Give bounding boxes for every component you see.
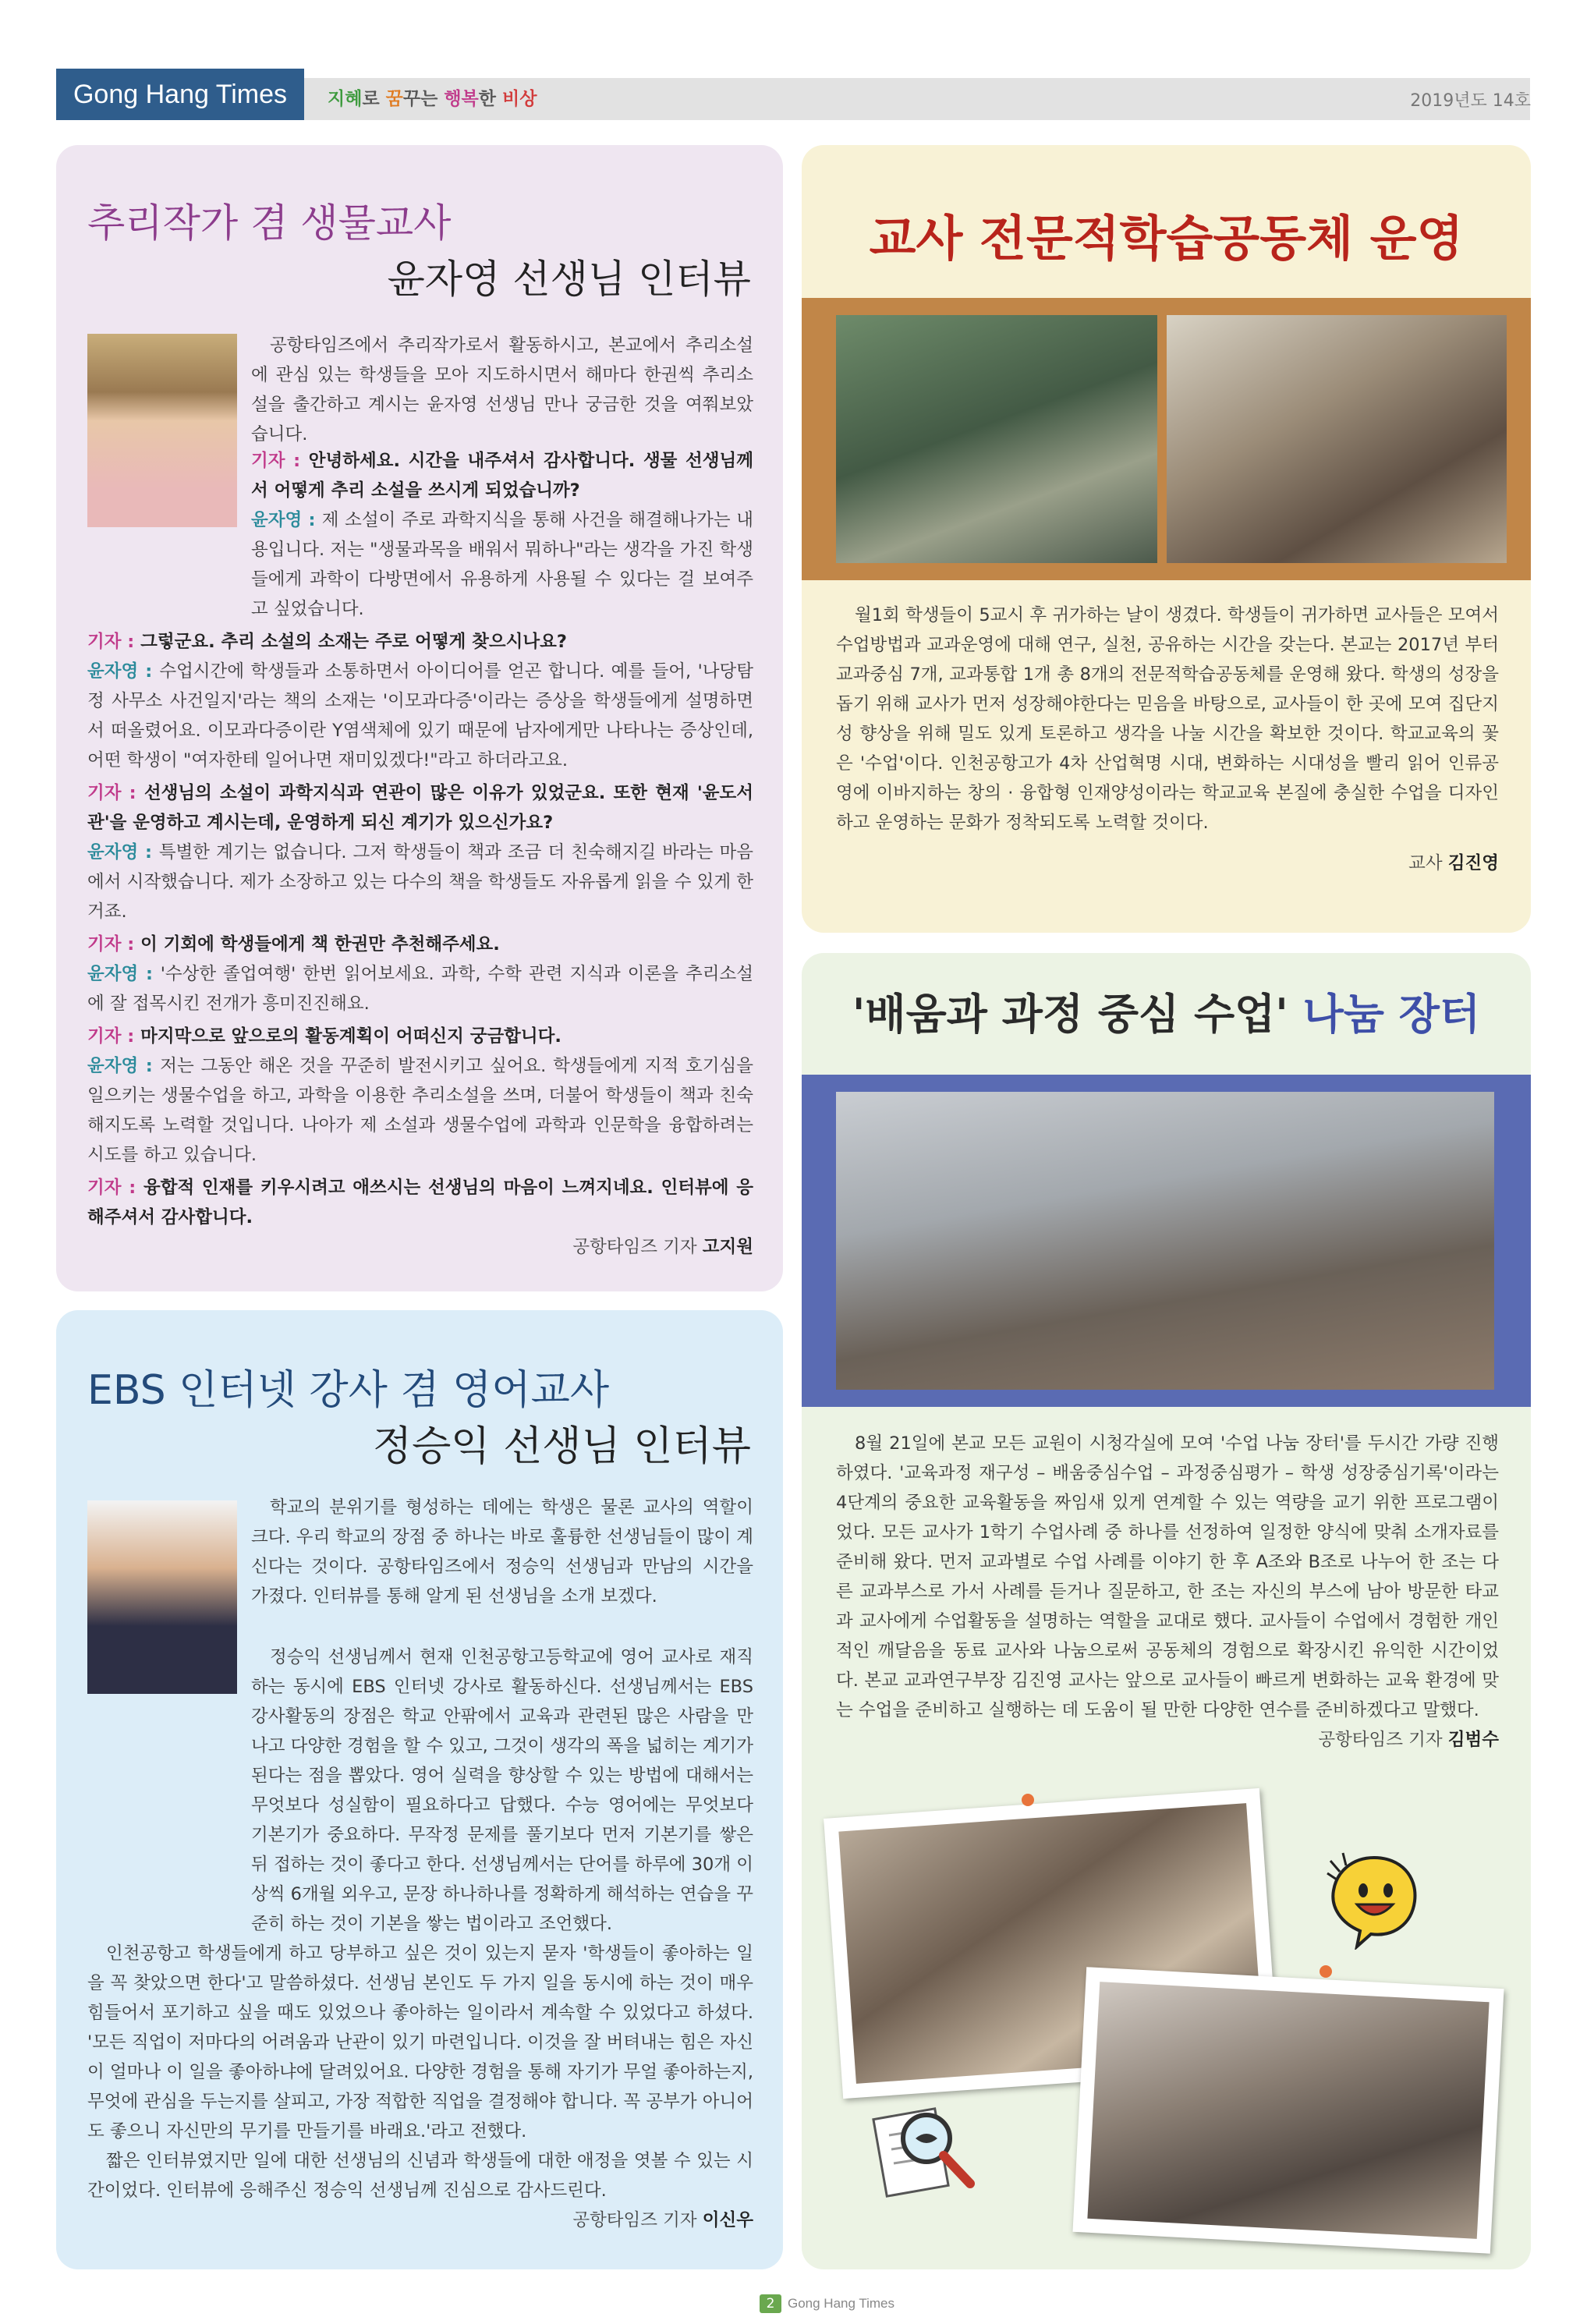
photo-teachers-meeting-1 (836, 315, 1157, 563)
photo-class-sharing-event (836, 1092, 1494, 1390)
article1-byline: 공항타임즈 기자 고지원 (572, 1237, 753, 1257)
article4-body: 8월 21일에 본교 모든 교원이 시청각실에 모여 '수업 나눔 장터'를 두시간 가량 진행하였다. '교육과정 재구성 – 배움중심수업 – 과정중심평가 – 학생 성장중심기록'이라는 4단계의 중요한 교육활동을 짜임새 있게 연계할 수 있는 역량을 교기 위한 프로그램이었다. 모든 교사가 1학기 수업사례 중 하나를 선정하여 일정한 양식에 맞춰 소개자료를 준비해 왔다. 먼저 교과별로 수업 사례를 이야기 한 후 A조와 B조로 나누어 한 조는 다른 교과부스로 가서 사례를 듣거나 질문하고, 한 조는 자신의 부스에 남아 방문한 타교과 교사에게 수업활동을 설명하는 역할을 교대로 했다. 교사들이 수업에서 경험한 개인적인 깨달음을 동료 교사와 나눔으로써 공동체의 경험으로 확장시킨 유익한 시간이었다. 본교 교과연구부장 김진영 교사는 앞으로 교사들이 빠르게 변화하는 교육 환경에 맞는 수업을 준비하고 실행하는 데 도움이 될 만한 다양한 연수를 준비하겠다고 말했다. 공항타임즈 기자 김범수 (836, 1429, 1499, 1755)
article3-body: 월1회 학생들이 5교시 후 귀가하는 날이 생겼다. 학생들이 귀가하면 교사들은 모여서 수업방법과 교과운영에 대해 연구, 실천, 공유하는 시간을 갖는다. 본교는 2017년 부터 교과중심 7개, 교과통합 1개 총 8개의 전문적학습공동체를 운영해 왔다. 학생의 성장을 돕기 위해 교사가 먼저 성장해야한다는 믿음을 바탕으로, 교사들이 한 곳에 모여 집단지성 향상을 위해 밀도 있게 토론하고 생각을 나눌 시간을 확보한 것이다. 학교교육의 꽃은 '수업'이다. 인천공항고가 4차 산업혁명 시대, 변화하는 시대성을 빨리 읽어 인류공영에 이바지하는 창의 · 융합형 인재양성이라는 학교교육 본질에 충실한 수업을 디자인하고 운영하는 문화가 정착되도록 노력할 것이다. 교사 김진영 (836, 600, 1499, 878)
magnifier-document-icon (864, 2090, 981, 2207)
pin-icon (1320, 1965, 1332, 1978)
article3-byline: 교사 김진영 (1408, 853, 1499, 873)
article2-byline: 공항타임즈 기자 이신우 (572, 2210, 753, 2230)
article3-title: 교사 전문적학습공동체 운영 (869, 210, 1464, 267)
photo-teachers-meeting-2 (1167, 315, 1507, 563)
article1-title-line1: 추리작가 겸 생물교사 (87, 200, 452, 246)
article1-title-line2: 윤자영 선생님 인터뷰 (387, 257, 751, 302)
article2-title-line1: EBS 인터넷 강사 겸 영어교사 (87, 1367, 610, 1414)
polaroid-photo-2 (1072, 1967, 1504, 2254)
pin-icon (1022, 1794, 1034, 1806)
article1-intro: 공항타임즈에서 추리작가로서 활동하시고, 본교에서 추리소설에 관심 있는 학생들을 모아 지도하시면서 해마다 한권씩 추리소설을 출간하고 계시는 윤자영 선생님 만나 궁금한 것을 여쭤보았습니다. (251, 335, 753, 445)
article1-qa: 기자 : 안녕하세요. 시간을 내주셔서 감사합니다. 생물 선생님께서 어떻게 추리 소설을 쓰시게 되었습니까? 윤자영 : 제 소설이 주로 과학지식을 통해 사건을 해결해나가는 내용입니다. 저는 "생물과목을 배워서 뭐하나"라는 생각을 가진 학생들에게 과학이 다방면에서 유용하게 사용될 수 있다는 걸 보여주고 싶었습니다. 기자 : 그렇군요. 추리 소설의 소재는 주로 어떻게 찾으시나요? 윤자영 : 수업시간에 학생들과 소통하면서 아이디어를 얻곤 합니다. 예를 들어, '나당탐정 사무소 사건일지'라는 책의 소재는 '이모과다증'이라는 증상을 학생들에게 설명하면서 떠올렸어요. 이모과다증이란 Y염색체에 있기 때문에 남자에게만 나타나는 증상인데, 어떤 학생이 "여자한테 일어나면 재미있겠다!"라고 하더라고요. 기자 : 선생님의 소설이 과학지식과 연관이 많은 이유가 있었군요. 또한 현재 '윤도서관'을 운영하고 계시는데, 운영하게 되신 계기가 있으신가요? 윤자영 : 특별한 계기는 없습니다. 그저 학생들이 책과 조금 더 친숙해지길 바라는 마음에서 시작했습니다. 제가 소장하고 있는 다수의 책을 학생들도 자유롭게 읽을 수 있게 한 거죠. 기자 : 이 기회에 학생들에게 책 한권만 추천해주세요. 윤자영 : '수상한 졸업여행' 한번 읽어보세요. 과학, 수학 관련 지식과 이론을 추리소설에 잘 접목시킨 전개가 흥미진진해요. 기자 : 마지막으로 앞으로의 활동계획이 어떠신지 궁금합니다. 윤자영 : 저는 그동안 해온 것을 꾸준히 발전시키고 싶어요. 학생들에게 지적 호기심을 일으키는 생물수업을 하고, 과학을 이용한 추리소설을 쓰며, 더불어 학생들이 책과 친숙해지도록 노력할 것입니다. 나아가 제 소설과 생물수업에 과학과 인문학을 융합하려는 시도를 하고 있습니다. 기자 : 융합적 인재를 키우시려고 애쓰시는 선생님의 마음이 느껴지네요. 인터뷰에 응해주셔서 감사합니다. 공항타임즈 기자 고지원 (87, 446, 753, 1262)
newspaper-name: Gong Hang Times (56, 69, 304, 120)
article4-title: '배움과 과정 중심 수업' 나눔 장터 (852, 990, 1481, 1039)
slogan: 지혜로 꿈꾸는 행복한 비상 (328, 89, 537, 109)
footer-name: Gong Hang Times (788, 2296, 895, 2311)
smiley-icon (1324, 1850, 1424, 1950)
issue-number: 2019년도 14호 (1410, 91, 1531, 111)
page-number: 2 (760, 2294, 781, 2313)
article2-intro: 학교의 분위기를 형성하는 데에는 학생은 물론 교사의 역할이 크다. 우리 학교의 장점 중 하나는 바로 훌륭한 선생님들이 많이 계신다는 것이다. 공항타임즈에서 정승익 선생님과 만남의 시간을 가졌다. 인터뷰를 통해 알게 된 선생님을 소개 보겠다. (251, 1497, 753, 1607)
article4-byline: 공항타임즈 기자 김범수 (1318, 1730, 1499, 1750)
article2-body: 정승익 선생님께서 현재 인천공항고등학교에 영어 교사로 재직하는 동시에 EBS 인터넷 강사로 활동하신다. 선생님께서는 EBS 강사활동의 장점은 학교 안팎에서 교육과 관련된 많은 사람을 만나고 다양한 경험을 할 수 있고, 그것이 생각의 폭을 넓히는 계기가 된다는 점을 뽑았다. 영어 실력을 향상할 수 있는 방법에 대해서는 무엇보다 성실함이 필요하다고 답했다. 수능 영어에는 무엇보다 기본기가 중요하다. 무작정 문제를 풀기보다 먼저 기본기를 쌓은 뒤 접하는 것이 좋다고 한다. 선생님께서는 단어를 하루에 30개 이상씩 6개월 외우고, 문장 하나하나를 정확하게 해석하는 연습을 꾸준히 하는 것이 기본을 쌓는 법이라고 조언했다. 인천공항고 학생들에게 하고 당부하고 싶은 것이 있는지 묻자 '학생들이 좋아하는 일을 꼭 찾았으면 한다'고 말씀하셨다. 선생님 본인도 두 가지 일을 동시에 하는 것이 매우 힘들어서 포기하고 싶을 때도 있었으나 좋아하는 일이라서 계속할 수 있었다고 하셨다. '모든 직업이 저마다의 어려움과 난관이 있기 마련입니다. 이것을 잘 버텨내는 힘은 자신이 얼마나 이 일을 좋아하냐에 달려있어요. 다양한 경험을 통해 자기가 무얼 좋아하는지, 무엇에 관심을 두는지를 살피고, 가장 적합한 직업을 결정해야 합니다. 꼭 공부가 아니어도 좋으니 자신만의 무기를 만들기를 바래요.'라고 전했다. 짧은 인터뷰였지만 일에 대한 선생님의 신념과 학생들에 대한 애정을 엿볼 수 있는 시간이었다. 인터뷰에 응해주신 정승익 선생님께 진심으로 감사드린다. 공항타임즈 기자 이신우 (87, 1642, 753, 2235)
article2-title-line2: 정승익 선생님 인터뷰 (372, 1423, 751, 1470)
